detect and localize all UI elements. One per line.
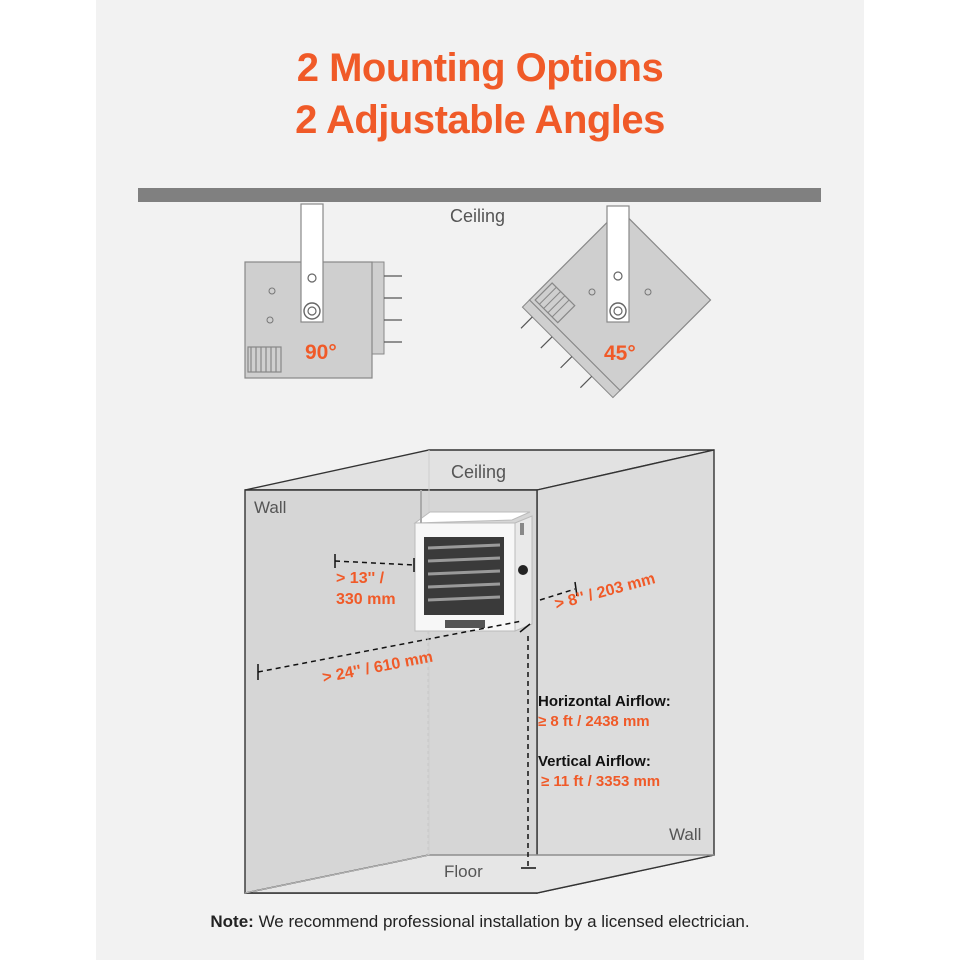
vertical-airflow-label: Vertical Airflow:: [538, 753, 651, 770]
angle-45-label: 45°: [604, 342, 636, 365]
heater-45-degree-drawing: [511, 206, 710, 409]
title-line-2: 2 Adjustable Angles: [295, 98, 665, 142]
room-ceiling-label: Ceiling: [451, 462, 507, 482]
installation-note: [0, 912, 960, 932]
clearance-wall-label: > 24'' / 610 mm: [321, 648, 435, 687]
vertical-airflow-value: ≥ 11 ft / 3353 mm: [541, 773, 661, 790]
clearance-left-line1: > 13'' /: [336, 570, 385, 587]
horizontal-airflow-value: ≥ 8 ft / 2438 mm: [538, 713, 650, 730]
clearance-right-label: > 8'' / 203 mm: [553, 570, 658, 614]
clearance-left-line2: 330 mm: [336, 591, 396, 608]
room-wall-right-label: Wall: [669, 825, 702, 844]
note-label: Note:: [210, 912, 254, 931]
mounting-ceiling-label: Ceiling: [450, 206, 506, 226]
horizontal-airflow-label: Horizontal Airflow:: [538, 693, 671, 710]
room-wall-left-label: Wall: [254, 498, 287, 517]
room-floor-label: Floor: [444, 862, 483, 881]
note-text: We recommend professional installation by a licensed electrician.: [253, 912, 750, 931]
ceiling-bar: [138, 188, 821, 202]
angle-90-label: 90°: [305, 341, 337, 364]
title-line-1: 2 Mounting Options: [296, 46, 664, 90]
